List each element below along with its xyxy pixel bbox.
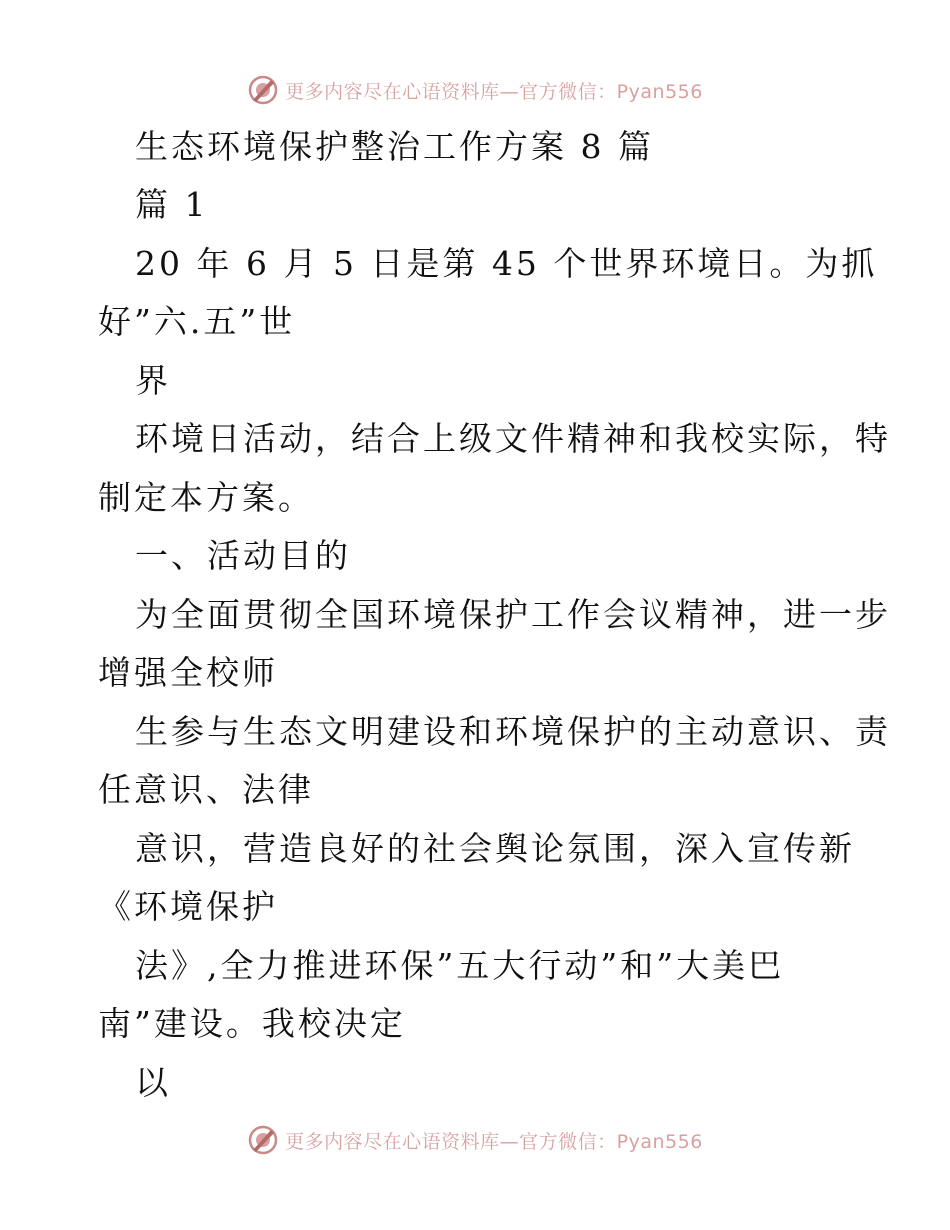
paragraph-line: 好”六.五”世	[98, 302, 296, 341]
paragraph-line: 法》,全力推进环保”五大行动”和”大美巴	[135, 946, 785, 985]
paragraph-line: 制定本方案。	[98, 478, 314, 517]
paragraph-line: 《环境保护	[98, 887, 278, 926]
quill-logo-icon	[247, 1124, 279, 1156]
header-watermark	[0, 70, 950, 110]
paragraph-line: 环境日活动，结合上级文件精神和我校实际，特	[135, 419, 891, 458]
paragraph-line: 意识，营造良好的社会舆论氛围，深入宣传新	[135, 829, 855, 868]
paragraph-line: 南”建设。我校决定	[98, 1004, 406, 1043]
paragraph-line: 以	[135, 1063, 171, 1102]
watermark-text: 更多内容尽在心语资料库—官方微信：Pyan556	[285, 80, 703, 103]
footer-watermark	[0, 1120, 950, 1160]
quill-logo-icon	[247, 74, 279, 106]
paragraph-line: 增强全校师	[98, 653, 278, 692]
document-title: 生态环境保护整治工作方案 8 篇	[135, 127, 654, 166]
paragraph-line: 生参与生态文明建设和环境保护的主动意识、责	[135, 712, 891, 751]
paragraph-line: 20 年 6 月 5 日是第 45 个世界环境日。为抓	[135, 244, 878, 283]
watermark-text: 更多内容尽在心语资料库—官方微信：Pyan556	[285, 1130, 703, 1153]
section-label: 篇 1	[135, 185, 209, 224]
paragraph-line: 界	[135, 361, 171, 400]
section-heading: 一、活动目的	[135, 536, 351, 575]
paragraph-line: 任意识、法律	[98, 770, 314, 809]
paragraph-line: 为全面贯彻全国环境保护工作会议精神，进一步	[135, 595, 891, 634]
